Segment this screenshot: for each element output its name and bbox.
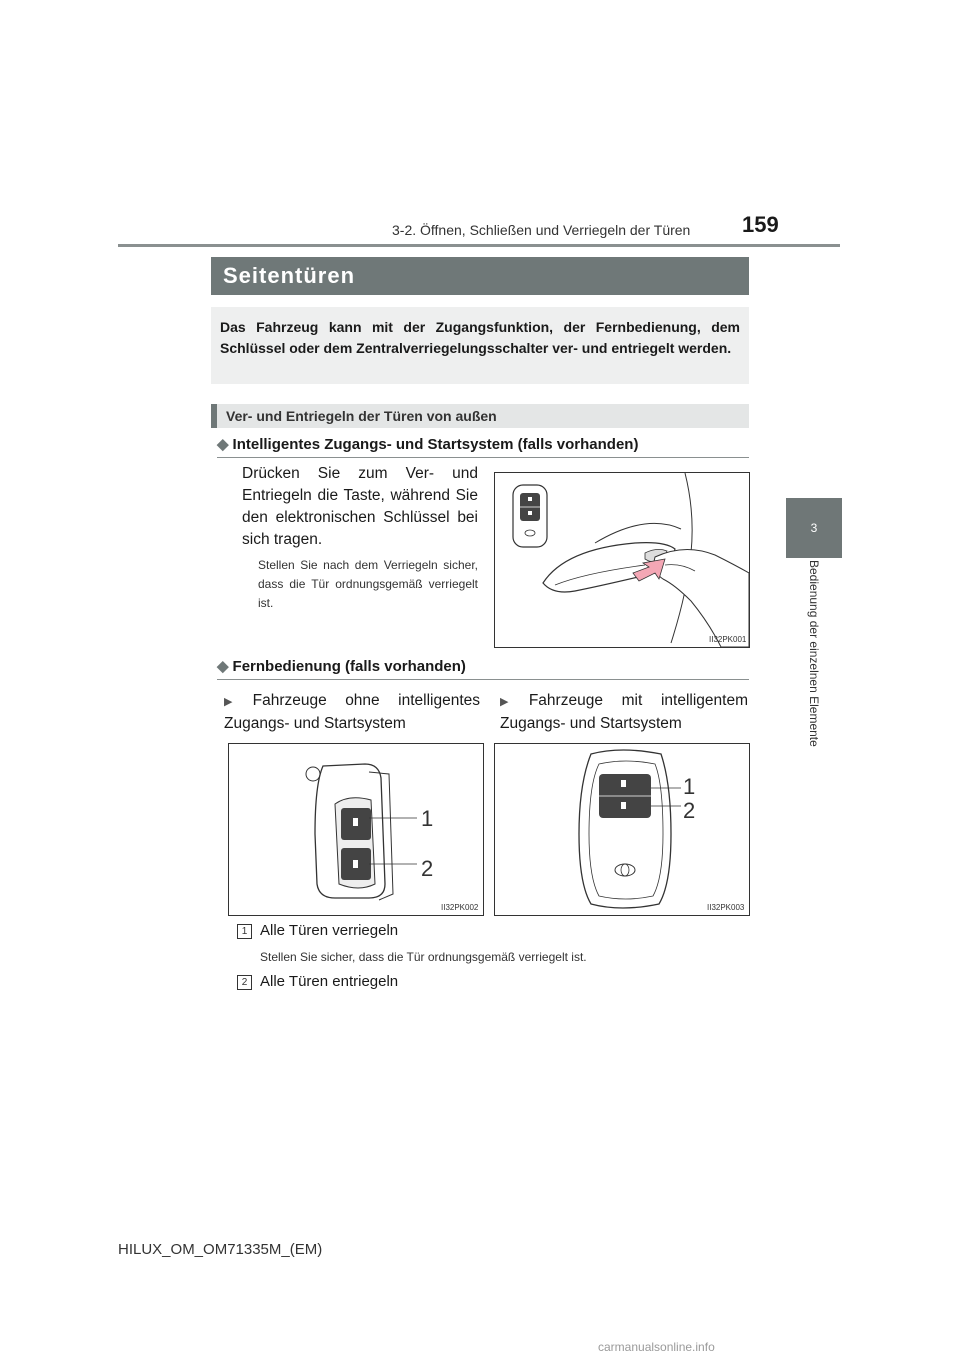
subsection-bar bbox=[211, 404, 749, 428]
running-header: 3-2. Öffnen, Schließen und Verriegeln der Türen bbox=[392, 222, 691, 238]
smart-key-illustration bbox=[495, 744, 749, 915]
item-label: Alle Türen verriegeln bbox=[260, 922, 399, 939]
chapter-label bbox=[786, 560, 842, 780]
watermark: carmanualsonline.info bbox=[598, 1340, 715, 1354]
item-number-badge: 2 bbox=[237, 975, 252, 990]
column-right-caption bbox=[500, 690, 748, 735]
figure-code: II32PK003 bbox=[707, 903, 745, 912]
figure-code: II32PK001 bbox=[709, 635, 747, 644]
door-handle-illustration bbox=[495, 473, 749, 647]
flip-key-figure bbox=[228, 743, 484, 916]
figure-code: II32PK002 bbox=[441, 903, 479, 912]
smart-entry-note: Stellen Sie nach dem Verriegeln sicher, dass die Tür ordnungsgemäß verriegelt ist. bbox=[258, 558, 478, 610]
chapter-title: Bedienung der einzelnen Elemente bbox=[807, 560, 821, 747]
remote-heading-text: Fernbedienung (falls vorhanden) bbox=[232, 658, 466, 675]
callout-1: 1 bbox=[421, 806, 434, 831]
heading-rule bbox=[217, 679, 749, 680]
intro-text: Das Fahrzeug kann mit der Zugangsfunktion, der Fernbedienung, dem Schlüssel oder dem Zentralverriegelungsschalter ver- und entriegelt werden. bbox=[220, 319, 740, 356]
flip-key-illustration bbox=[229, 744, 483, 915]
callout-2: 2 bbox=[421, 856, 434, 881]
door-handle-figure bbox=[494, 472, 750, 648]
remote-heading bbox=[217, 657, 466, 675]
header-rule bbox=[118, 244, 840, 247]
item-label: Alle Türen entriegeln bbox=[260, 973, 399, 990]
callout-2: 2 bbox=[683, 798, 696, 823]
page-title: Seitentüren bbox=[223, 263, 356, 288]
column-right-text: Fahrzeuge mit intelligentem Zugangs- und Startsystem bbox=[500, 692, 748, 732]
triangle-bullet-icon: ▶ bbox=[224, 696, 247, 708]
item-number-badge: 1 bbox=[237, 924, 252, 939]
section-title-bar bbox=[211, 257, 749, 295]
subsection-title: Ver- und Entriegeln der Türen von außen bbox=[226, 408, 497, 424]
page-number: 159 bbox=[742, 212, 779, 237]
heading-rule bbox=[217, 457, 749, 458]
chapter-tab: 3 bbox=[786, 498, 842, 558]
diamond-icon: ◆ bbox=[217, 436, 229, 453]
item-note: Stellen Sie sicher, dass die Tür ordnungsgemäß verriegelt ist. bbox=[260, 950, 587, 964]
callout-1: 1 bbox=[683, 774, 696, 799]
diamond-icon: ◆ bbox=[217, 658, 229, 675]
smart-entry-heading bbox=[217, 435, 638, 453]
smart-entry-body: Drücken Sie zum Ver- und Entriegeln die Taste, während Sie den elektronischen Schlüssel bei sich tragen. bbox=[242, 465, 478, 548]
column-left-caption bbox=[224, 690, 480, 735]
footer-doc-code: HILUX_OM_OM71335M_(EM) bbox=[118, 1241, 323, 1258]
intro-box bbox=[211, 307, 749, 384]
triangle-bullet-icon: ▶ bbox=[500, 696, 523, 708]
smart-entry-heading-text: Intelligentes Zugangs- und Startsystem (falls vorhanden) bbox=[232, 436, 639, 453]
column-left-text: Fahrzeuge ohne intelligentes Zugangs- und Startsystem bbox=[224, 692, 480, 732]
smart-key-figure bbox=[494, 743, 750, 916]
